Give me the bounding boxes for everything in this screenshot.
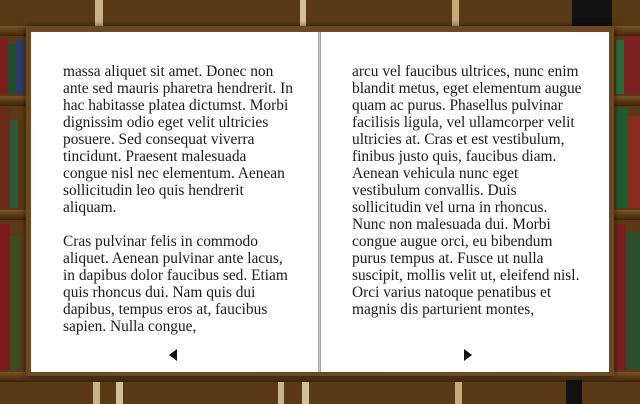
book-spine xyxy=(572,0,612,26)
book-spine xyxy=(95,0,103,26)
book-spine xyxy=(278,382,284,404)
book-spine xyxy=(10,236,20,370)
book-spine xyxy=(0,38,8,94)
paragraph: arcu vel faucibus ultrices, nunc enim blandit metus, eget elementum augue quam ac purus. Phasellus pulvinar facilisis ligula, vel ullamcorper velit ultricies at. Cras et est vestibulum, finibus justo quis, faucibus diam. Aenean vehicula nunc eget vestibulum convallis. Duis sollicitudin vel urna in rhoncus. Nunc non malesuada dui. Morbi congue augue orci, eu bibendum purus tempus at. Fusce ut nulla suscipit, mollis velit ut, eleifend nisl. Orci varius natoque penatibus et magnis dis parturient montes, xyxy=(352,63,582,318)
paragraph: Cras pulvinar felis in commodo aliquet. Aenean pulvinar ante lacus, in dapibus dolor faucibus sed. Etiam quis rhoncus dui. Nam quis dui dapibus, tempus eros at, faucibus sapien. Nulla congue, xyxy=(63,233,288,335)
left-page-text xyxy=(63,63,293,352)
book-spine xyxy=(16,40,24,94)
book-spine xyxy=(624,36,640,94)
book-spine xyxy=(300,0,306,26)
book-spine xyxy=(455,382,462,404)
book-spine xyxy=(0,108,10,208)
book-spine xyxy=(302,382,309,404)
book-spine xyxy=(8,44,16,94)
book-spine xyxy=(452,0,459,26)
paragraph: massa aliquet sit amet. Donec non ante sed mauris pharetra hendrerit. In hac habitasse platea dictumst. Morbi dignissim odio eget velit ultricies posuere. Sed consequat viverra tincidunt. Praesent malesuada congue nisl nec elementum. Aenean sollicitudin leo quis hendrerit aliquam. xyxy=(63,63,293,216)
next-page-icon[interactable] xyxy=(464,349,472,361)
book-spine xyxy=(566,380,582,404)
book-spine xyxy=(10,120,18,208)
book-spine xyxy=(116,382,123,404)
book-spine xyxy=(0,224,10,370)
left-page xyxy=(31,32,319,372)
book-spine xyxy=(616,40,624,94)
book-spine xyxy=(628,116,640,208)
book-spine xyxy=(616,224,626,370)
book-spine xyxy=(93,382,100,404)
right-page xyxy=(321,32,609,372)
previous-page-icon[interactable] xyxy=(169,349,177,361)
book-spine xyxy=(626,232,640,370)
book-spine xyxy=(616,108,628,208)
right-page-text xyxy=(352,63,582,335)
